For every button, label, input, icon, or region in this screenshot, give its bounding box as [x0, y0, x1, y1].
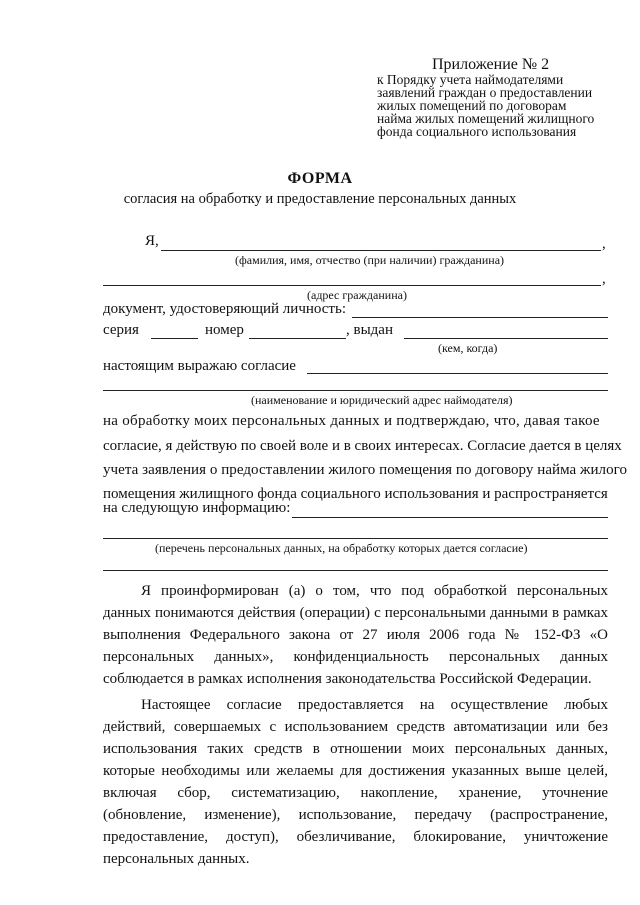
- document-field[interactable]: [352, 317, 608, 318]
- comma: ,: [602, 271, 606, 287]
- appendix-line: заявлений граждан о предоставлении: [377, 85, 593, 100]
- consent-text-line: помещения жилищного фонда социального использования и распространяется: [103, 486, 608, 502]
- form-title: ФОРМА: [287, 170, 353, 187]
- body-text: [103, 580, 608, 870]
- appendix-line: найма жилых помещений жилищного: [377, 111, 595, 126]
- info-list-field-continued[interactable]: [103, 538, 608, 539]
- i-label: Я,: [145, 233, 159, 249]
- address-field[interactable]: [103, 285, 601, 286]
- landlord-field-continued[interactable]: [103, 390, 608, 391]
- appendix-line: фонда социального использования: [377, 124, 577, 139]
- number-label: номер: [205, 322, 244, 338]
- paragraph-informed: Я проинформирован (а) о том, что под обработкой персональных данных понимаются действия (операции) с персональными данными в рамках выполнения Федерального закона от 27 июля 2006 года № 152-ФЗ «О персональных данных», конфиденциальность персональных данных соблюдается в рамках исполнения законодательства Российской Федерации.: [103, 583, 608, 687]
- full-name-field[interactable]: [161, 250, 601, 251]
- landlord-hint: (наименование и юридический адрес наймодателя): [251, 393, 513, 407]
- issued-hint: (кем, когда): [438, 341, 498, 355]
- appendix-line: жилых помещений по договорам: [377, 98, 567, 113]
- series-field[interactable]: [151, 338, 198, 339]
- appendix-reference: [377, 73, 617, 138]
- info-list-field-extra[interactable]: [103, 570, 608, 571]
- consent-text-line: на обработку моих персональных данных и подтверждаю, что, давая такое: [103, 413, 600, 429]
- info-list-field[interactable]: [292, 517, 608, 518]
- full-name-hint: (фамилия, имя, отчество (при наличии) гражданина): [235, 253, 505, 267]
- document-label: документ, удостоверяющий личность:: [103, 301, 346, 317]
- form-subtitle: согласия на обработку и предоставление персональных данных: [123, 191, 517, 207]
- consent-text-line: согласие, я действую по своей воле и в своих интересах. Согласие дается в целях: [103, 438, 622, 454]
- consent-text-line: на следующую информацию:: [103, 500, 291, 516]
- info-list-hint: (перечень персональных данных, на обработку которых дается согласие): [155, 541, 528, 555]
- landlord-field[interactable]: [307, 373, 608, 374]
- issued-by-field[interactable]: [404, 338, 608, 339]
- issued-label: , выдан: [346, 322, 393, 338]
- comma: ,: [602, 236, 606, 252]
- number-field[interactable]: [249, 338, 346, 339]
- address-hint: (адрес гражданина): [307, 288, 407, 302]
- appendix-title: Приложение № 2: [432, 56, 550, 73]
- consent-label: настоящим выражаю согласие: [103, 358, 296, 374]
- series-label: серия: [103, 322, 139, 338]
- paragraph-actions: Настоящее согласие предоставляется на осуществление любых действий, совершаемых с использованием средств автоматизации или без использования таких средств в отношении моих персональных данных, которые необходимы или желаемы для достижения указанных выше целей, включая сбор, систематизацию, накопление, хранение, уточнение (обновление, изменение), использование, передачу (распространение, предоставление, доступ), обезличивание, блокирование, уничтожение персональных данных.: [103, 697, 608, 867]
- consent-text-line: учета заявления о предоставлении жилого помещения по договору найма жилого: [103, 462, 628, 478]
- appendix-line: к Порядку учета наймодателями: [377, 72, 564, 87]
